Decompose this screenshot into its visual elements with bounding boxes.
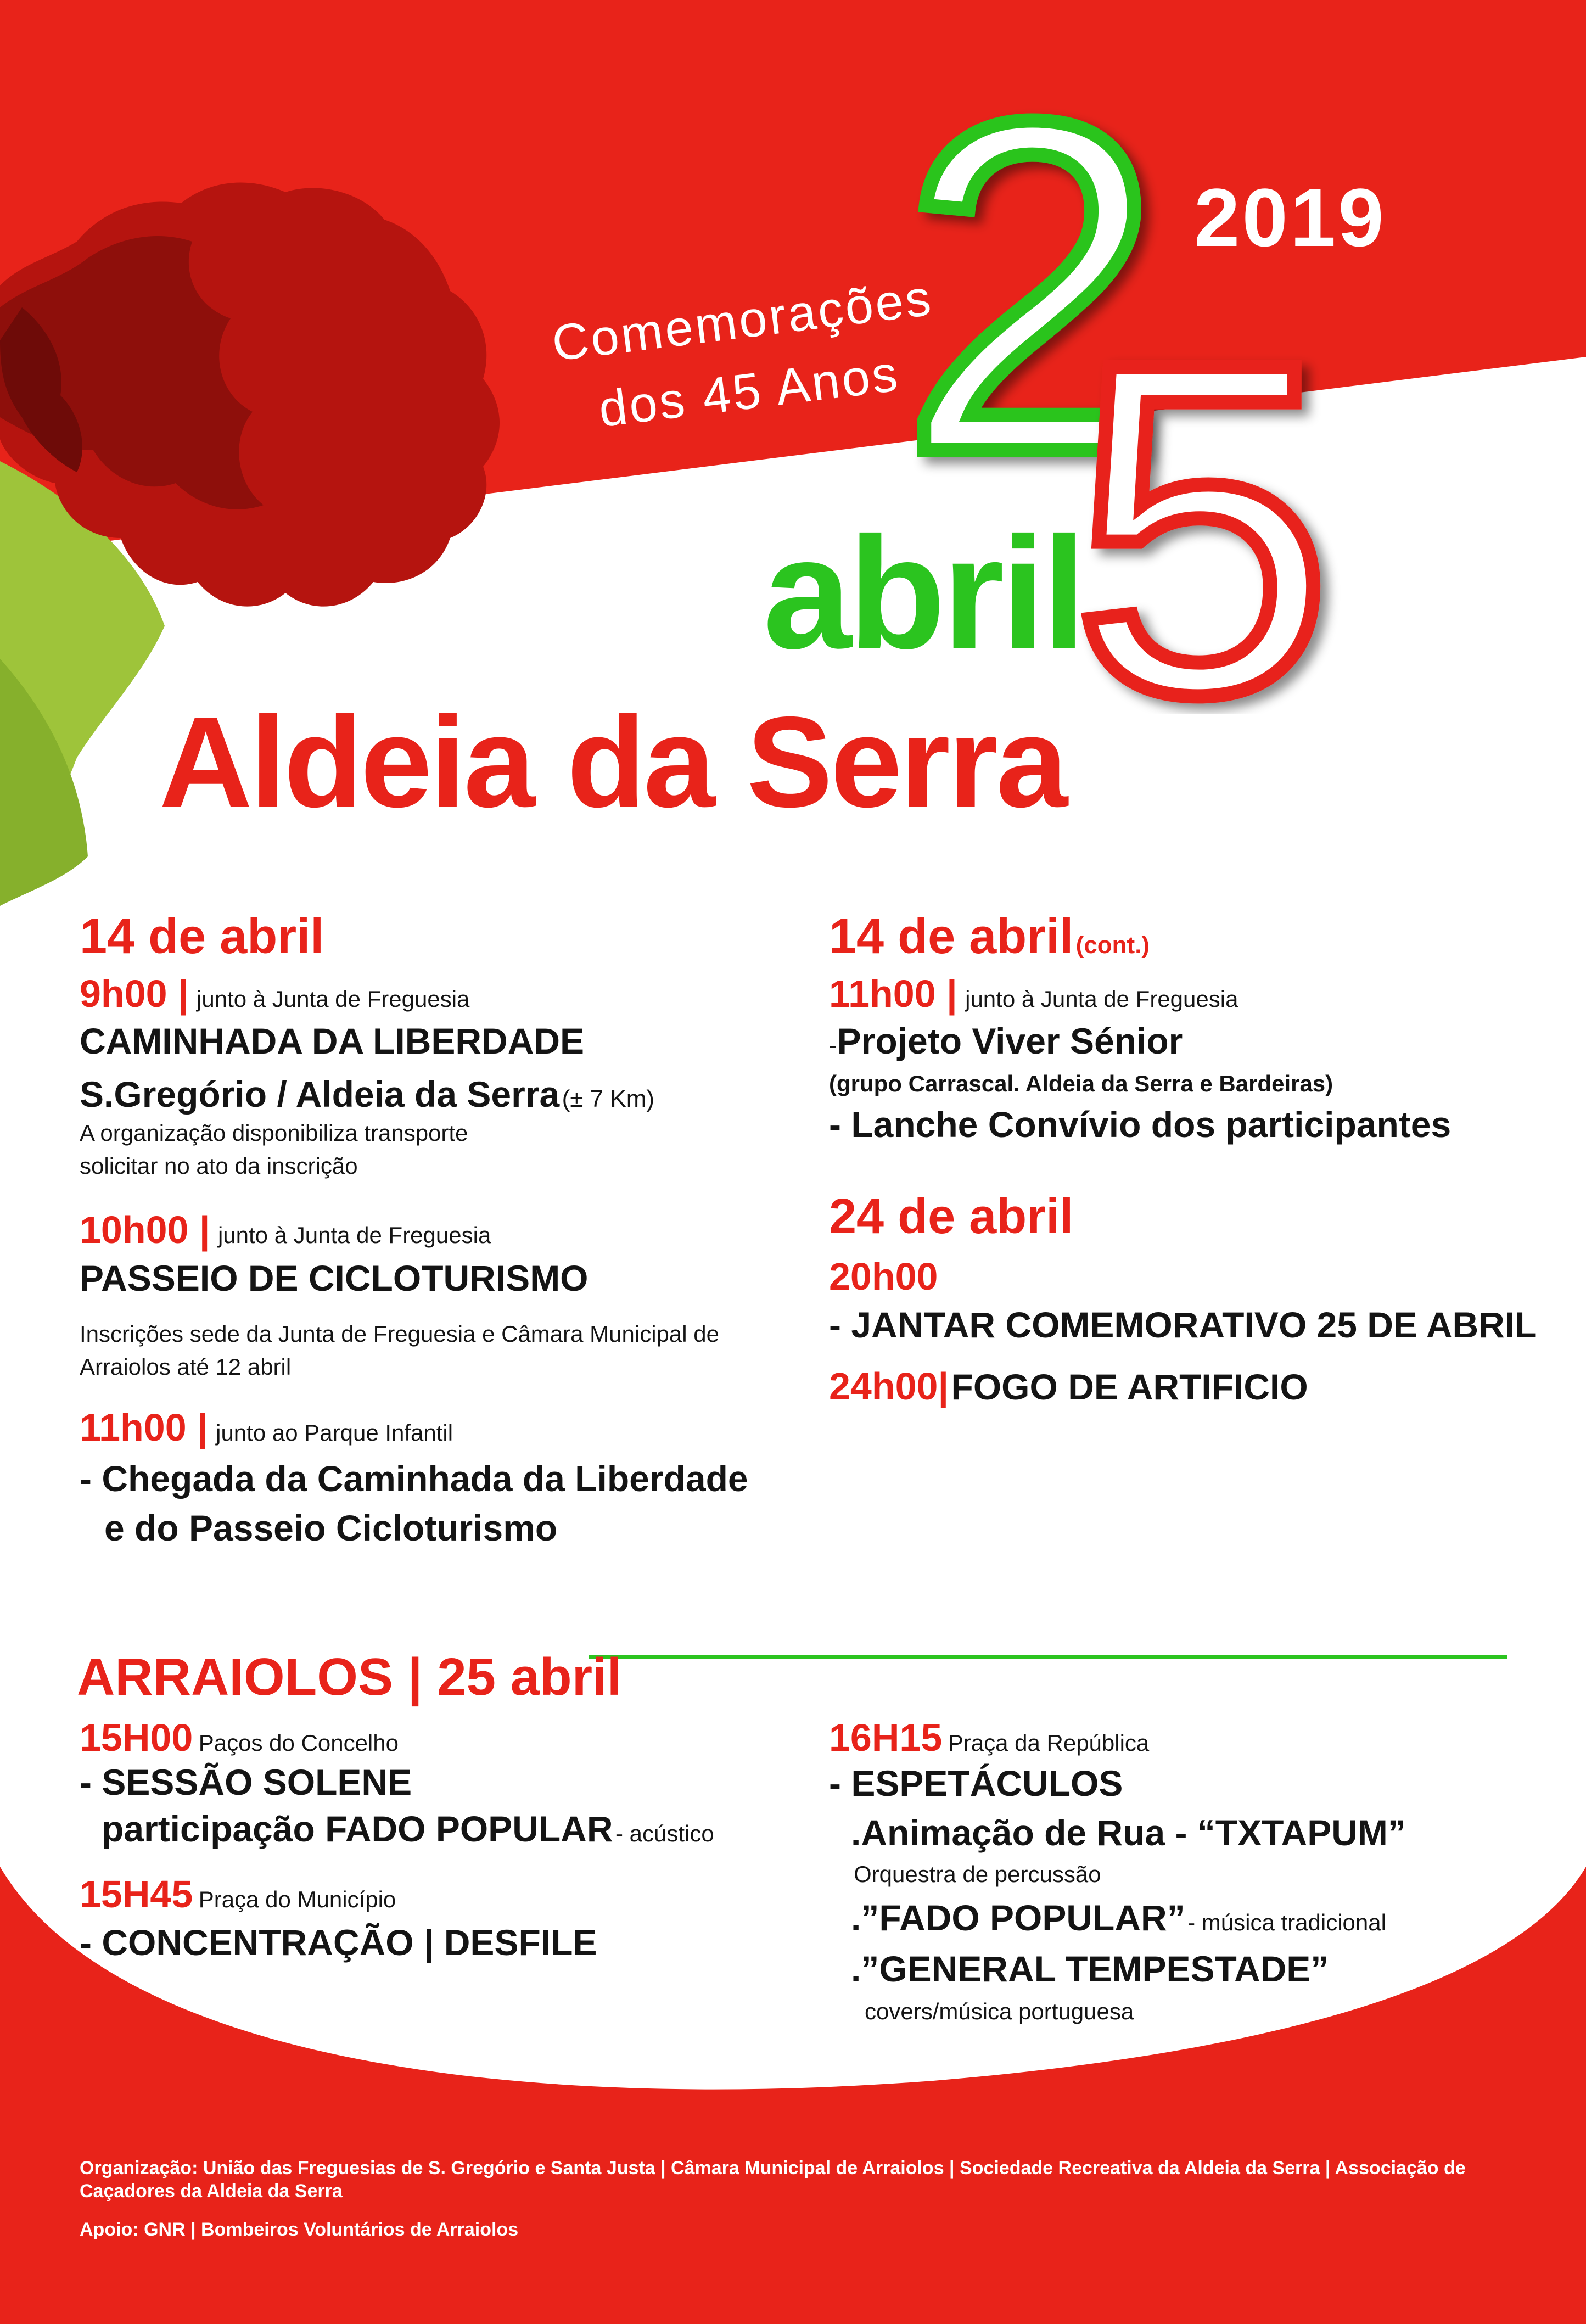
event3-place: junto ao Parque Infantil <box>216 1420 453 1446</box>
day1-event3-header <box>80 1405 453 1449</box>
big-5: 5 <box>1071 265 1333 714</box>
a1-header <box>80 1716 399 1760</box>
a1-line2: participação FADO POPULAR <box>102 1808 613 1849</box>
big-2: 2 <box>900 66 1163 551</box>
a1-time: 15H00 <box>80 1716 193 1759</box>
day1-cont-header <box>829 972 1238 1016</box>
day2-date: 24 de abril <box>829 1189 1074 1244</box>
b-time: 16H15 <box>829 1716 943 1759</box>
comemoracoes-line2: dos 45 Anos <box>596 345 903 438</box>
day1-event1-header <box>80 972 469 1016</box>
event1-note1: A organização disponibiliza transporte <box>80 1120 468 1146</box>
event1-route-line <box>80 1073 654 1115</box>
viver-senior-line <box>829 1020 1183 1062</box>
b-header <box>829 1716 1149 1760</box>
event2-time: 10h00 | <box>80 1208 210 1251</box>
viver-senior-title: Projeto Viver Sénior <box>837 1021 1183 1061</box>
footer-apoio: Apoio: GNR | Bombeiros Voluntários de Arraiolos <box>80 2219 519 2240</box>
day2-event2: FOGO DE ARTIFICIO <box>951 1367 1308 1407</box>
a2-line: - CONCENTRAÇÃO | DESFILE <box>80 1922 597 1963</box>
event1-route: S.Gregório / Aldeia da Serra <box>80 1074 560 1115</box>
day2-time2: 24h00| <box>829 1365 949 1408</box>
day1-cont-label: (cont.) <box>1075 932 1150 959</box>
b-line2: .Animação de Rua - “TXTAPUM” <box>851 1812 1406 1853</box>
event3-line2: e do Passeio Cicloturismo <box>104 1508 558 1548</box>
b-line5: .”GENERAL TEMPESTADE” <box>851 1948 1329 1989</box>
day1-cont-time: 11h00 | <box>829 972 957 1015</box>
event1-time: 9h00 | <box>80 972 189 1015</box>
a1-line2-wrap <box>102 1808 714 1850</box>
event1-place: junto à Junta de Freguesia <box>197 986 470 1012</box>
day2-time1: 20h00 <box>829 1255 938 1298</box>
page-title: Aldeia da Serra <box>159 690 1066 834</box>
event2-title: PASSEIO DE CICLOTURISMO <box>80 1258 589 1298</box>
event1-title: CAMINHADA DA LIBERDADE <box>80 1021 585 1061</box>
comemoracoes-line1: Comemorações <box>549 270 936 372</box>
viver-senior-dash: - <box>829 1032 837 1059</box>
b-place: Praça da República <box>948 1730 1150 1756</box>
day2-event2-line <box>829 1364 1308 1408</box>
event2-place: junto à Junta de Freguesia <box>217 1222 491 1248</box>
a1-place: Paços do Concelho <box>198 1730 399 1756</box>
event2-note: Inscrições sede da Junta de Freguesia e Câmara Municipal de Arraiolos até 12 abril <box>80 1321 719 1380</box>
footer-organizacao: Organização: União das Freguesias de S. Gregório e Santa Justa | Câmara Municipal de Arraiolos | Sociedade Recreativa da Aldeia da Serra | Associação de Caçadores da Aldeia da Serra <box>80 2158 1466 2202</box>
event1-note2: solicitar no ato da inscrição <box>80 1153 358 1179</box>
event3-line1: - Chegada da Caminhada da Liberdade <box>80 1458 748 1499</box>
a2-header <box>80 1872 396 1916</box>
day1-cont-date: 14 de abril <box>829 909 1074 964</box>
year-label: 2019 <box>1194 171 1386 264</box>
b-line4: .”FADO POPULAR” <box>851 1897 1185 1938</box>
b-line4-wrap <box>851 1897 1386 1939</box>
arraiolos-heading: ARRAIOLOS | 25 abril <box>77 1648 622 1706</box>
b-line3: Orquestra de percussão <box>854 1861 1101 1887</box>
day1-event2-header <box>80 1208 491 1252</box>
event1-distance: (± 7 Km) <box>562 1085 655 1112</box>
day1-cont-place: junto à Junta de Freguesia <box>965 986 1238 1012</box>
a1-line2-note: - acústico <box>615 1821 714 1846</box>
a1-line1: - SESSÃO SOLENE <box>80 1762 412 1802</box>
a2-place: Praça do Município <box>198 1886 396 1912</box>
day1-date: 14 de abril <box>80 909 324 964</box>
b-line6: covers/música portuguesa <box>865 1998 1134 2024</box>
day1-cont-date-line <box>829 909 1150 965</box>
abril-word: abril <box>763 504 1083 682</box>
green-divider <box>589 1655 1507 1659</box>
b-line1: - ESPETÁCULOS <box>829 1763 1123 1804</box>
a2-time: 15H45 <box>80 1873 193 1916</box>
event3-time: 11h00 | <box>80 1406 208 1449</box>
day2-event1: - JANTAR COMEMORATIVO 25 DE ABRIL <box>829 1304 1537 1345</box>
viver-senior-groups: (grupo Carrascal. Aldeia da Serra e Bardeiras) <box>829 1071 1333 1096</box>
lanche-convivio: - Lanche Convívio dos participantes <box>829 1104 1452 1145</box>
b-line4-note: - música tradicional <box>1187 1909 1386 1935</box>
